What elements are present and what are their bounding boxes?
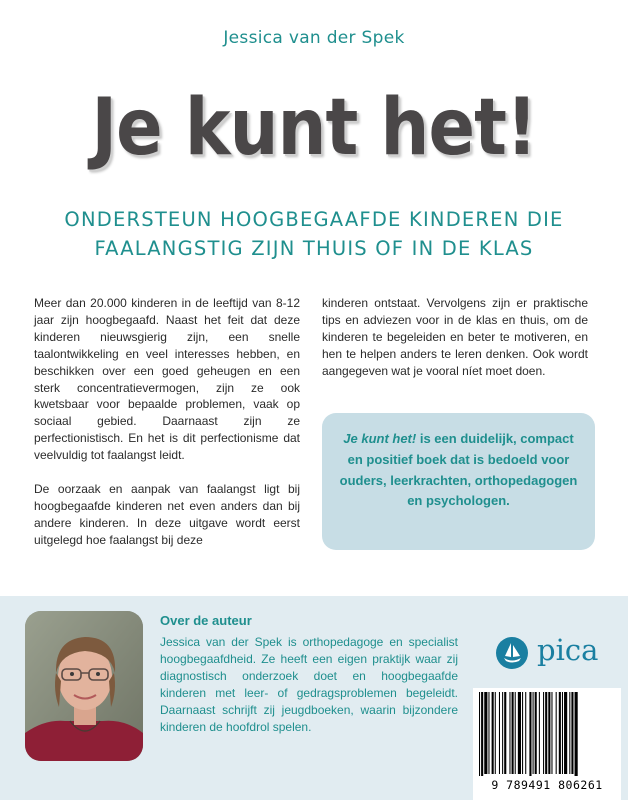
callout-box [322, 413, 595, 550]
barcode-bar [502, 692, 503, 774]
ship-icon [495, 636, 529, 670]
barcode-bar [559, 692, 561, 774]
barcode-bar [533, 692, 534, 774]
isbn-number: 9 789491 806261 [491, 778, 603, 792]
book-title: Je kunt het! [91, 83, 537, 173]
barcode-bar [512, 692, 514, 774]
barcode-bar [495, 692, 496, 774]
subtitle-line-1: ONDERSTEUN HOOGBEGAAFDE KINDEREN DIE [64, 208, 564, 231]
book-subtitle [0, 205, 628, 263]
barcode-bar [539, 692, 540, 774]
barcode-bar [556, 692, 557, 774]
body-paragraph-3: kinderen ontstaat. Vervolgens zijn er praktische tips en adviezen voor in de klas en thuis, om de kinderen te begeleiden en beter te motiveren, en hen te helpen anders te leren denken. Ook wordt aangegeven wat je vooral níet moet doen. [322, 296, 588, 378]
barcode-bar [481, 692, 483, 776]
barcode-bar [545, 692, 547, 774]
barcode-bar [509, 692, 510, 774]
isbn-barcode [473, 688, 621, 800]
barcode-bar [551, 692, 552, 774]
barcode-bar [562, 692, 563, 774]
body-paragraph-2: De oorzaak en aanpak van faalangst ligt bij hoogbegaafde kinderen net even anders dan bij andere kinderen. In deze uitgave wordt eerst uitgelegd hoe faalangst bij deze [34, 481, 300, 547]
callout-emphasis: Je kunt het! [343, 431, 417, 446]
barcode-bar [529, 692, 531, 776]
barcode-bar [492, 692, 494, 774]
author-portrait-illustration [25, 611, 143, 761]
barcode-bar [535, 692, 537, 774]
about-text: Jessica van der Spek is orthopedagoge en specialist hoogbegaafdheid. Ze heeft een eigen praktijk waar zij diagnostisch onderzoek doet en hoogbegaafde kinderen met leer- of gedragsproblemen begeleidt. Daarnaast schrijft zij jeugdboeken, waarin bijzondere kinderen de hoofdrol spelen. [160, 635, 458, 734]
publisher-name: pica [537, 633, 599, 667]
barcode-bar [575, 692, 578, 776]
barcode-bar [571, 692, 573, 774]
body-paragraph-1: Meer dan 20.000 kinderen in de leeftijd van 8-12 jaar zijn hoogbegaafd. Naast het feit dat deze kinderen nieuwsgierig zijn, een snelle taalontwikkeling en veel interesses hebben, en beschikken over een goed geheugen en een sterk concentratievermogen, zijn ze ook kwetsbaar voor bepaalde problemen, vaak op sociaal gebied. Daarnaast zijn ze perfectionistisch. En het is dit perfectionisme dat veelvuldig tot faalangst leidt. [34, 296, 300, 463]
barcode-bar [504, 692, 506, 774]
subtitle-line-2: FAALANGSTIG ZIJN THUIS OF IN DE KLAS [94, 237, 534, 260]
barcode-bar [522, 692, 523, 774]
callout-text: is een duidelijk, compact en positief boek dat is bedoeld voor ouders, leerkrachten, orthopedagogen en psychologen. [339, 431, 578, 509]
body-column-right [322, 295, 588, 380]
barcode-bar [518, 692, 521, 774]
barcode-bar [515, 692, 516, 774]
body-column-left [34, 295, 300, 549]
about-heading: Over de auteur [160, 613, 252, 628]
barcode-bar [499, 692, 500, 774]
publisher-logo [495, 633, 605, 672]
author-footer [0, 596, 628, 800]
barcode-bar [543, 692, 544, 774]
barcode-bar [548, 692, 550, 774]
barcode-bar [564, 692, 567, 774]
barcode-bar [484, 692, 487, 774]
barcode-bar [479, 692, 480, 776]
author-photo [25, 611, 143, 761]
author-name: Jessica van der Spek [223, 28, 405, 48]
barcode-bar [488, 692, 489, 774]
barcode-bar [525, 692, 526, 774]
barcode-bars [479, 692, 615, 776]
barcode-bar [569, 692, 570, 774]
